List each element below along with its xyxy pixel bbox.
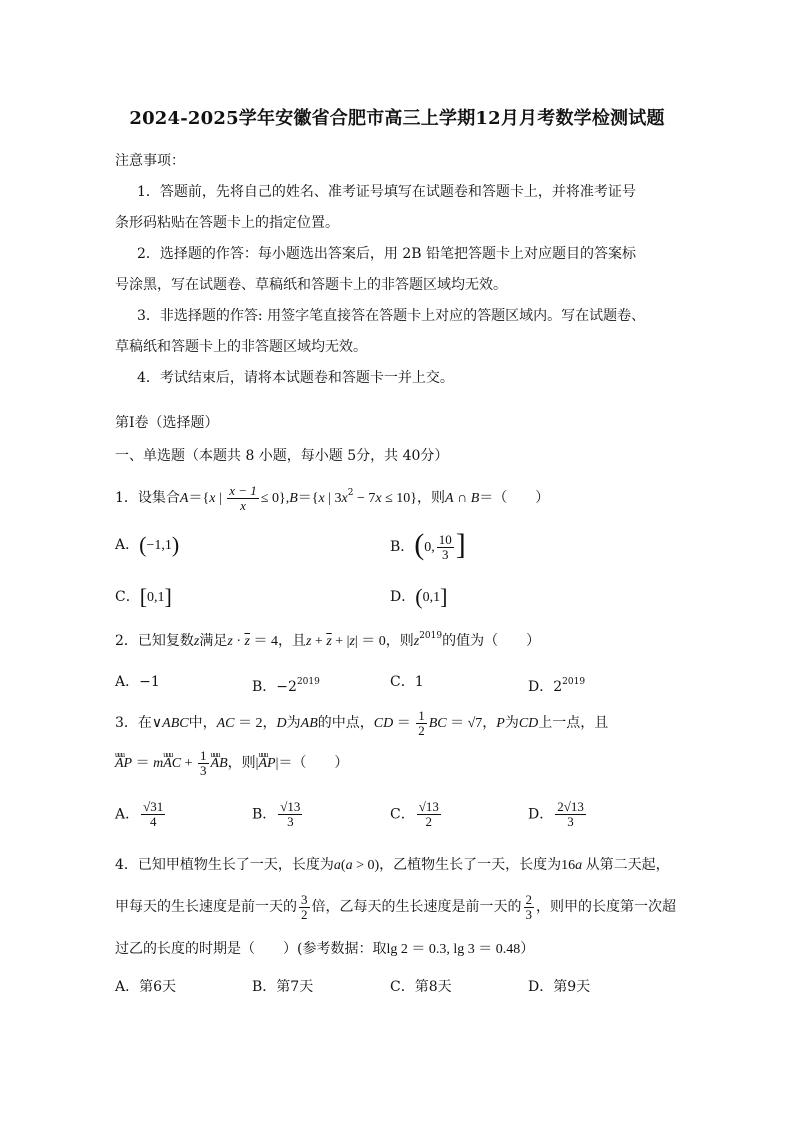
q3-option-d: D． $\frac{2√13}{3}$	[528, 799, 584, 829]
note-2a: 2．选择题的作答：每小题选出答案后，用 2B 铅笔把答题卡上对应题目的答案标	[137, 246, 637, 262]
q1-option-a: A．(−1,1)	[115, 532, 180, 557]
q4-option-b: B．第7天	[252, 979, 314, 995]
note-3b: 草稿纸和答题卡上的非答题区域均无效。	[115, 339, 367, 355]
q1-option-b: B．(0, $\frac{10}{3}$ ]	[390, 528, 466, 562]
question-3-line1: 3．在∨ABC中，AC ＝ 2，D为AB的中点，CD ＝ $\frac{1}{2}$ BC ＝ √7，P为CD上一点，且	[115, 707, 609, 738]
part-heading: 第Ⅰ卷（选择题）	[115, 415, 219, 431]
q1-blank: （ ）	[493, 490, 550, 506]
question-4-line3: 过乙的长度的时期是（ ）(参考数据：取lg 2 ＝ 0.3, lg 3 ＝ 0.48）	[115, 941, 535, 957]
page-title: 2024-2025学年安徽省合肥市高三上学期12月月考数学检测试题	[129, 108, 665, 129]
section-heading: 一、单选题（本题共 8 小题，每小题 5分，共 40分）	[115, 448, 449, 464]
q1-option-d: D．(0,1]	[390, 584, 448, 609]
q4-option-c: C．第8天	[390, 979, 452, 995]
q3-option-a: A． $\frac{√31}{4}$	[115, 799, 164, 829]
q4-option-d: D．第9天	[528, 979, 591, 995]
q1-prefix: 1．设集合	[115, 490, 180, 506]
q2-option-d: D．$2^{2019}$	[528, 677, 586, 695]
q3-option-b: B． $\frac{√13}{3}$	[252, 799, 301, 829]
question-4-line1: 4．已知甲植物生长了一天，长度为a(a > 0)，乙植物生长了一天，长度为16a 从第二天起，	[115, 857, 670, 873]
note-3a: 3．非选择题的作答: 用签字笔直接答在答题卡上对应的答题区域内。写在试题卷、	[137, 308, 646, 324]
q2-option-c: C．1	[390, 674, 424, 690]
note-1a: 1．答题前，先将自己的姓名、准考证号填写在试题卷和答题卡上，并将准考证号	[137, 184, 636, 200]
question-3-line2: uuu AP ＝ muuu AC + $\frac{1}{3}$ uuu AB，则|uuu AP|＝（ ）	[115, 748, 348, 779]
q2-option-b: B．$-2^{2019}$	[252, 677, 320, 695]
q2-option-a: A．−1	[115, 674, 160, 690]
note-4: 4．考试结束后，请将本试题卷和答题卡一并上交。	[137, 370, 454, 386]
question-1: 1．设集合A＝{x | $\frac{x - 1}{x}$ ≤ 0},B＝{x | $3x^2 - 7x \le 10$}，则A ∩ B＝（ ）	[115, 482, 550, 513]
q1-suffix: ，则	[417, 490, 446, 506]
q1-option-c: C．[0,1]	[115, 584, 172, 609]
note-1b: 条形码粘贴在答题卡上的指定位置。	[115, 215, 339, 231]
note-2b: 号涂黑，写在试题卷、草稿纸和答题卡上的非答题区域均无效。	[115, 277, 507, 293]
q4-option-a: A．第6天	[115, 979, 177, 995]
question-4-line2: 甲每天的生长速度是前一天的 $\frac{3}{2}$ 倍，乙每天的生长速度是前一天的 $\frac{2}{3}$ ，则甲的长度第一次超	[115, 891, 676, 922]
question-2: 2．已知复数z满足$z \cdot \overline{z} = 4$，且$z + \overline{z} + |z| = 0$，则$z^{2019}$的值为（ ）	[115, 631, 541, 649]
q3-option-c: C． $\frac{√13}{2}$	[390, 799, 439, 829]
notes-heading: 注意事项：	[115, 153, 185, 169]
